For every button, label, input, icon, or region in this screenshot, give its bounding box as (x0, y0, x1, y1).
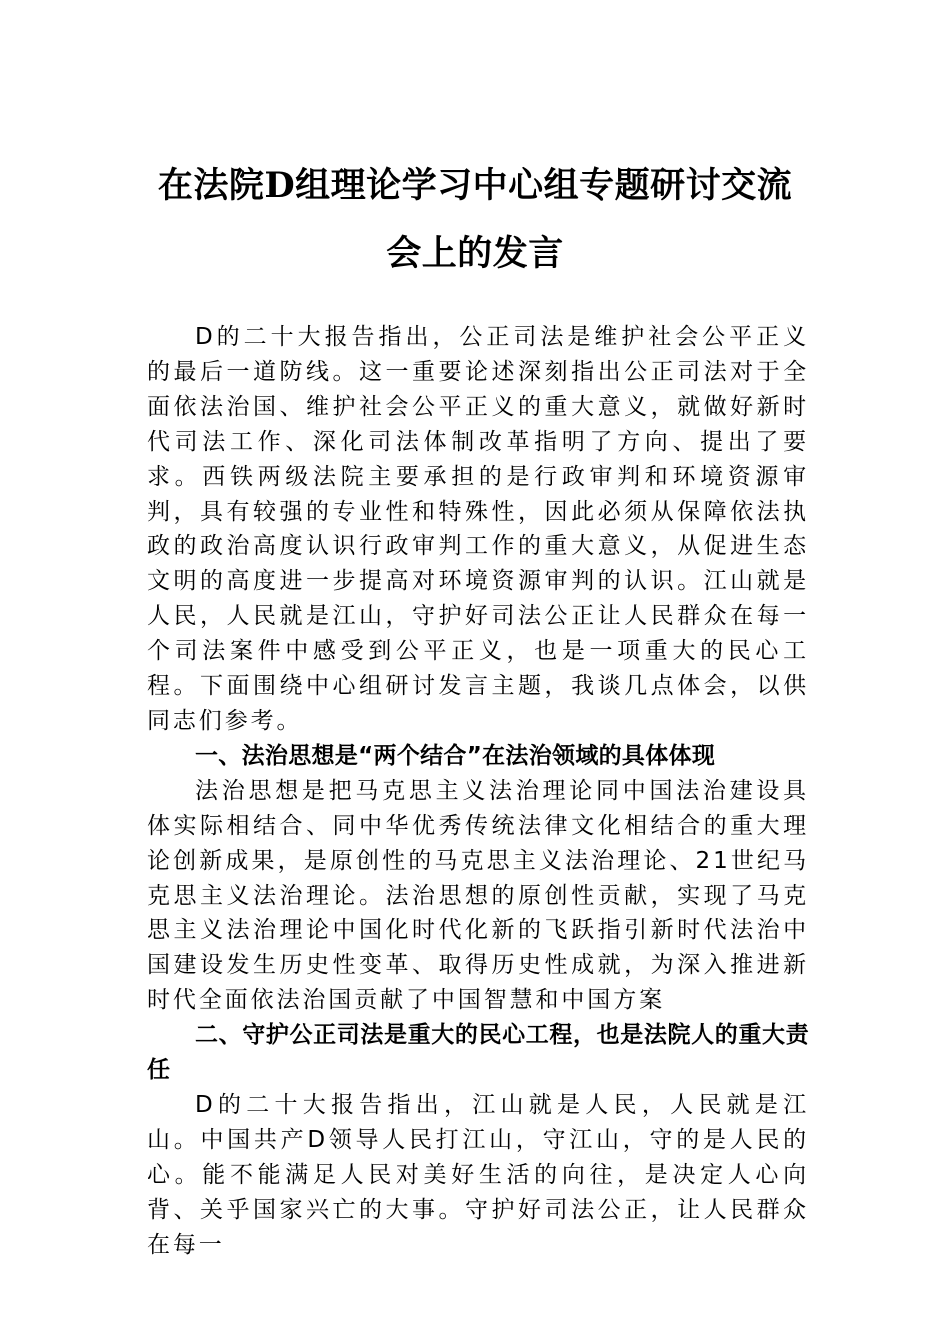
body-paragraph-section-2: D的二十大报告指出，江山就是人民，人民就是江山。中国共产D领导人民打江山，守江山，守的是人民的心。能不能满足人民对美好生活的向往，是决定人心向背、关乎国家兴亡的大事。守护好司法公正，让人民群众在每一 (147, 1091, 809, 1258)
body-paragraph-intro: D的二十大报告指出，公正司法是维护社会公平正义的最后一道防线。这一重要论述深刻指出公正司法对于全面依法治国、维护社会公平正义的重大意义，就做好新时代司法工作、深化司法体制改革指明了方向、提出了要求。西铁两级法院主要承担的是行政审判和环境资源审判，具有较强的专业性和特殊性，因此必须从保障依法执政的政治高度认识行政审判工作的重大意义，从促进生态文明的高度进一步提高对环境资源审判的认识。江山就是人民，人民就是江山，守护好司法公正让人民群众在每一个司法案件中感受到公平正义，也是一项重大的民心工程。下面围绕中心组研讨发言主题，我谈几点体会，以供同志们参考。 (147, 324, 809, 734)
section-heading-1: 一、法治思想是“两个结合”在法治领域的具体体现 (195, 742, 716, 769)
document-body (147, 320, 809, 1262)
section-heading-2: 二、守护公正司法是重大的民心工程，也是法院人的重大责任 (147, 1022, 809, 1084)
document-title-line-2: 会上的发言 (386, 233, 564, 274)
document-title-line-1: 在法院D组理论学习中心组专题研讨交流 (157, 165, 793, 206)
body-paragraph-section-1: 法治思想是把马克思主义法治理论同中国法治建设具体实际相结合、同中华优秀传统法律文化相结合的重大理论创新成果，是原创性的马克思主义法治理论、21世纪马克思主义法治理论。法治思想的原创性贡献，实现了马克思主义法治理论中国化时代化新的飞跃指引新时代法治中国建设发生历史性变革、取得历史性成就，为深入推进新时代全面依法治国贡献了中国智慧和中国方案 (147, 777, 809, 1014)
